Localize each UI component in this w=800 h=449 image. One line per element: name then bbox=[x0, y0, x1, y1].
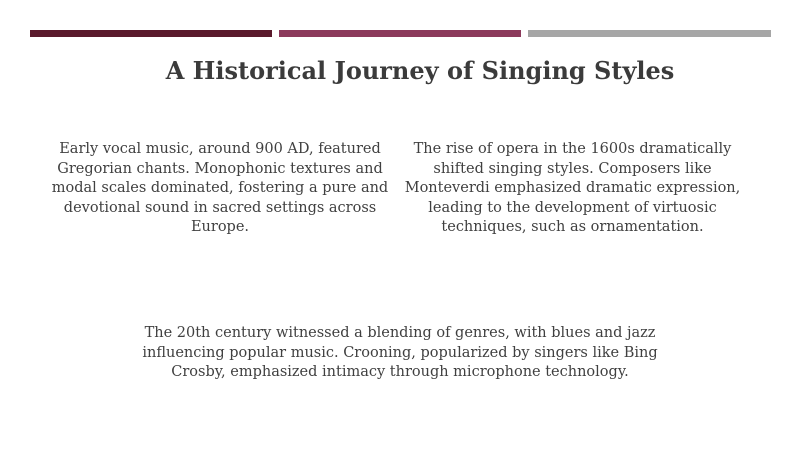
paragraph-20th-century: The 20th century witnessed a blending of genres, with blues and jazz influencing popular music. Crooning, popularized by singers like Bing Crosby, emphasized intimacy through microphone technology. bbox=[142, 325, 658, 380]
accent-bar-rose bbox=[279, 30, 521, 37]
paragraph-rise-of-opera: The rise of opera in the 1600s dramatically shifted singing styles. Composers like Monteverdi emphasized dramatic expression, leading to the development of virtuosic techniques, such as ornamentation. bbox=[404, 141, 741, 235]
accent-bar-dark bbox=[30, 30, 272, 37]
paragraph-early-vocal-music: Early vocal music, around 900 AD, featured Gregorian chants. Monophonic textures and modal scales dominated, fostering a pure and devotional sound in sacred settings across Europe. bbox=[51, 141, 389, 235]
slide-title: A Historical Journey of Singing Styles bbox=[165, 56, 675, 85]
accent-bar-gray bbox=[528, 30, 771, 37]
